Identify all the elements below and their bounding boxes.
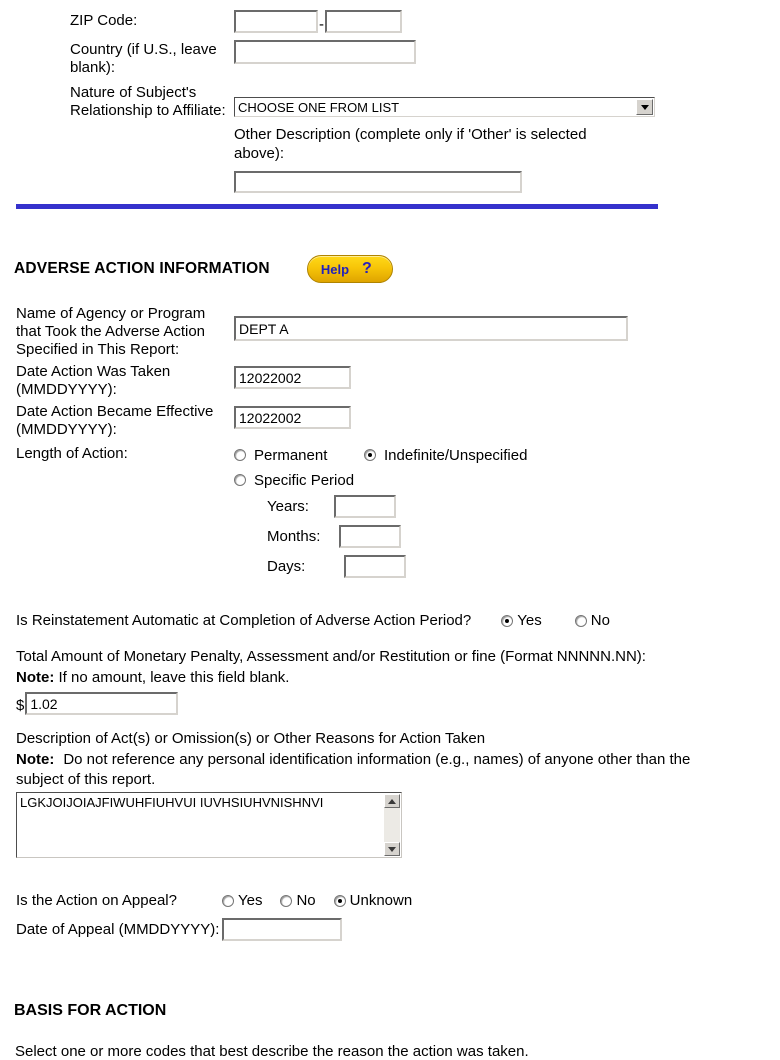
adverse-action-heading: ADVERSE ACTION INFORMATION: [14, 260, 270, 278]
indefinite-radio[interactable]: [364, 449, 376, 461]
scrollbar-track[interactable]: [384, 808, 400, 842]
appeal-unknown-radio[interactable]: [334, 895, 346, 907]
arrow-down-icon: [388, 847, 396, 852]
affiliate-address-section: [0, 0, 780, 193]
appeal-no-radio[interactable]: [280, 895, 292, 907]
agency-name-input[interactable]: [234, 316, 628, 341]
relationship-row: [70, 82, 780, 119]
arrow-up-icon: [388, 799, 396, 804]
textarea-scrollbar[interactable]: [384, 794, 400, 856]
other-description-label: Other Description (complete only if 'Other' is selected above):: [234, 125, 587, 162]
monetary-note-text: If no amount, leave this field blank.: [58, 669, 290, 687]
monetary-amount-input[interactable]: [25, 692, 178, 715]
date-taken-input[interactable]: [234, 366, 351, 389]
chevron-down-icon: [641, 105, 649, 110]
adverse-action-heading-row: [14, 255, 780, 283]
zip-label: ZIP Code:: [70, 12, 138, 29]
permanent-label: Permanent: [254, 446, 328, 464]
months-label: Months:: [267, 528, 321, 546]
agency-row: [16, 305, 780, 359]
country-row: [70, 39, 780, 76]
zip-dash: -: [319, 16, 324, 33]
reinstatement-yes-radio[interactable]: [501, 615, 513, 627]
specific-period-label: Specific Period: [254, 471, 355, 489]
note-label: Note:: [16, 669, 55, 687]
appeal-question: Is the Action on Appeal?: [16, 892, 177, 909]
monetary-block: [16, 646, 780, 716]
appeal-row: [16, 892, 780, 909]
zip-extension-input[interactable]: [325, 10, 402, 33]
country-input[interactable]: [234, 40, 416, 64]
basis-instruction: Select one or more codes that best describe the reason the action was taken.: [15, 1043, 529, 1060]
length-of-action-label: Length of Action:: [16, 445, 128, 463]
help-button[interactable]: [307, 255, 393, 283]
relationship-select[interactable]: [234, 97, 655, 117]
basis-for-action-heading: BASIS FOR ACTION: [14, 1002, 167, 1019]
agency-label: Name of Agency or Program that Took the Adverse Action Specified in This Report:: [16, 305, 206, 359]
reinstatement-row: [16, 612, 780, 629]
date-taken-label: Date Action Was Taken (MMDDYYYY):: [16, 363, 171, 399]
days-label: Days:: [267, 558, 306, 576]
appeal-date-row: [16, 918, 780, 941]
description-block: [16, 729, 780, 858]
specific-period-fields: [267, 495, 527, 578]
note-label: Note:: [16, 750, 55, 768]
adverse-action-form: [16, 305, 780, 941]
length-of-action-row: [16, 445, 780, 585]
scroll-up-button[interactable]: [384, 794, 400, 808]
zip-code-input[interactable]: [234, 10, 318, 33]
reinstatement-no-radio[interactable]: [575, 615, 587, 627]
length-of-action-options: [234, 445, 527, 585]
years-input[interactable]: [334, 495, 396, 518]
other-description-input[interactable]: [234, 171, 522, 193]
currency-symbol: $: [16, 697, 25, 715]
description-label: Description of Act(s) or Omission(s) or Other Reasons for Action Taken: [16, 730, 486, 748]
help-button-label: Help: [320, 261, 350, 277]
years-label: Years:: [267, 498, 309, 516]
reinstatement-question: Is Reinstatement Automatic at Completion of Adverse Action Period?: [16, 612, 472, 630]
permanent-radio[interactable]: [234, 449, 246, 461]
zip-row: [70, 10, 780, 33]
specific-period-radio[interactable]: [234, 474, 246, 486]
monetary-note: [16, 667, 780, 688]
days-input[interactable]: [344, 555, 406, 578]
description-textarea[interactable]: [16, 792, 402, 858]
date-effective-row: [16, 403, 780, 439]
appeal-date-label: Date of Appeal (MMDDYYYY):: [16, 921, 220, 938]
monetary-label: Total Amount of Monetary Penalty, Assessment and/or Restitution or fine (Format NNNNN.NN):: [16, 648, 646, 666]
appeal-date-input[interactable]: [222, 918, 342, 941]
section-divider: [16, 204, 658, 209]
country-label: Country (if U.S., leave blank):: [70, 41, 217, 76]
indefinite-label: Indefinite/Unspecified: [384, 446, 528, 464]
appeal-unknown-label: Unknown: [349, 892, 413, 909]
select-dropdown-button[interactable]: [636, 99, 653, 115]
description-note: [16, 750, 716, 791]
scroll-down-button[interactable]: [384, 842, 400, 856]
relationship-selected-value: CHOOSE ONE FROM LIST: [238, 99, 400, 115]
date-effective-label: Date Action Became Effective (MMDDYYYY):: [16, 403, 214, 439]
question-mark-icon: ?: [362, 260, 372, 278]
reinstatement-yes-label: Yes: [517, 612, 542, 630]
description-text: LGKJOIJOIAJFIWUHFIUHVUI IUVHSIUHVNISHNVI: [20, 795, 324, 810]
relationship-label: Nature of Subject's Relationship to Affiliate:: [70, 84, 226, 120]
appeal-yes-radio[interactable]: [222, 895, 234, 907]
appeal-no-label: No: [296, 892, 316, 909]
description-note-text: Do not reference any personal identification information (e.g., names) of anyone other than the subject of this report.: [16, 750, 691, 788]
appeal-yes-label: Yes: [237, 892, 263, 909]
date-taken-row: [16, 363, 780, 399]
date-effective-input[interactable]: [234, 406, 351, 429]
other-description-block: [234, 126, 634, 194]
months-input[interactable]: [339, 525, 401, 548]
reinstatement-no-label: No: [590, 612, 610, 630]
